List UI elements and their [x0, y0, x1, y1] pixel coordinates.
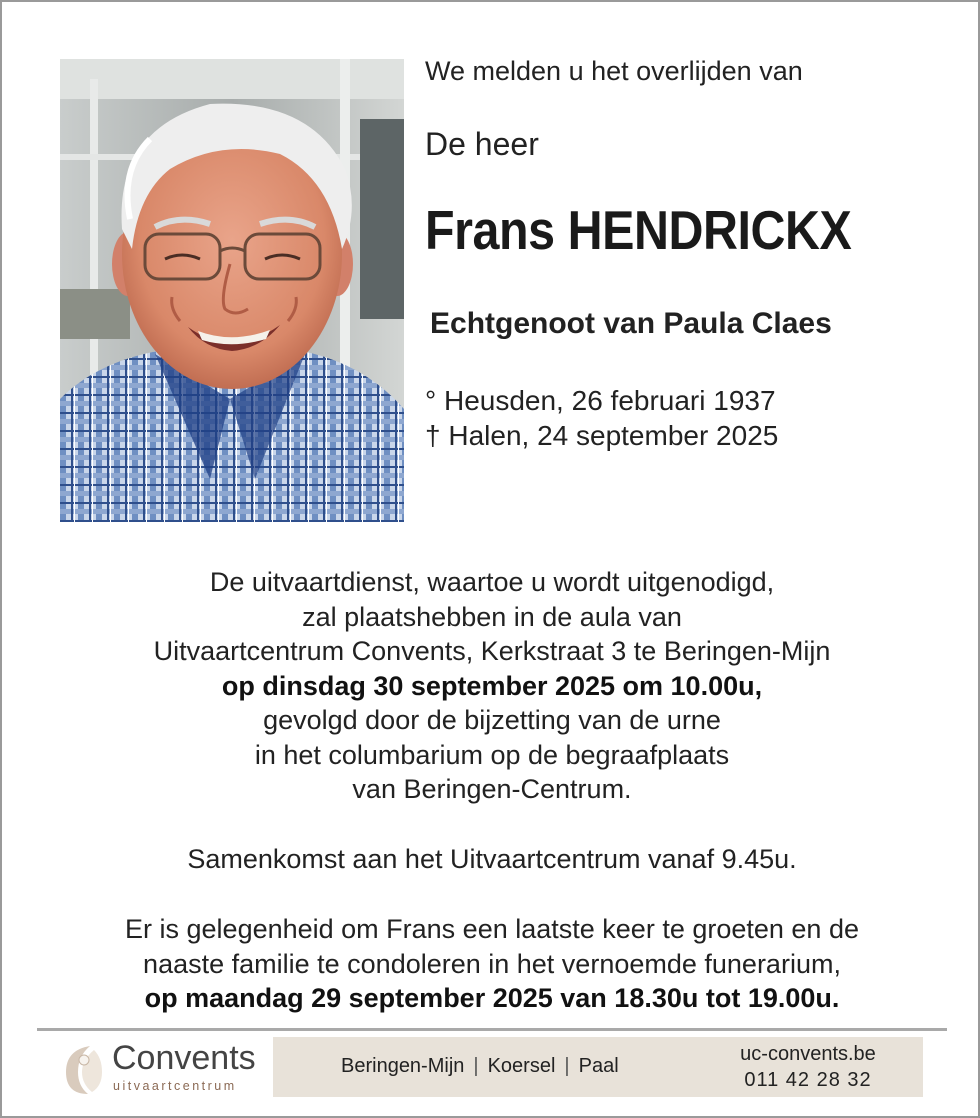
deceased-name: Frans HENDRICKX	[425, 199, 852, 261]
convents-logo-icon	[60, 1042, 104, 1098]
footer-bar	[273, 1037, 923, 1097]
location-separator: |	[473, 1055, 479, 1077]
website-link[interactable]: uc-convents.be	[740, 1043, 876, 1065]
service-line: van Beringen-Centrum.	[352, 774, 632, 804]
service-line: zal plaatshebben in de aula van	[302, 601, 682, 632]
logo-tagline: uitvaartcentrum	[113, 1079, 237, 1093]
gathering-text: Samenkomst aan het Uitvaartcentrum vanaf 9.45u.	[187, 844, 797, 874]
birth-line: ° Heusden, 26 februari 1937	[425, 385, 776, 416]
service-line: in het columbarium op de begraafplaats	[254, 739, 730, 770]
logo-name: Convents	[112, 1039, 256, 1077]
death-line: † Halen, 24 september 2025	[425, 420, 779, 451]
honorific: De heer	[425, 126, 539, 162]
portrait-photo	[60, 59, 404, 522]
visitation-date: op maandag 29 september 2025 van 18.30u tot 19.00u.	[144, 983, 840, 1013]
visitation-details	[22, 912, 962, 1016]
service-line: gevolgd door de bijzetting van de urne	[263, 705, 721, 735]
service-line: De uitvaartdienst, waartoe u wordt uitgenodigd,	[209, 567, 775, 597]
location-item: Beringen-Mijn	[341, 1055, 465, 1077]
service-line: Uitvaartcentrum Convents, Kerkstraat 3 te Beringen-Mijn	[153, 636, 831, 666]
service-date: op dinsdag 30 september 2025 om 10.00u,	[221, 670, 763, 701]
visitation-line: Er is gelegenheid om Frans een laatste keer te groeten en de	[125, 914, 859, 944]
visitation-line: naaste familie te condoleren in het vernoemde funerarium,	[143, 948, 841, 979]
service-details	[22, 565, 962, 807]
location-item: Paal	[578, 1055, 619, 1077]
divider	[37, 1028, 947, 1031]
locations-list	[341, 1055, 619, 1078]
spouse-line: Echtgenoot van Paula Claes	[430, 307, 832, 340]
phone-number[interactable]: 011 42 28 32	[744, 1069, 872, 1091]
intro-text: We melden u het overlijden van	[425, 56, 803, 86]
location-separator: |	[564, 1055, 570, 1077]
location-item: Koersel	[487, 1055, 556, 1077]
